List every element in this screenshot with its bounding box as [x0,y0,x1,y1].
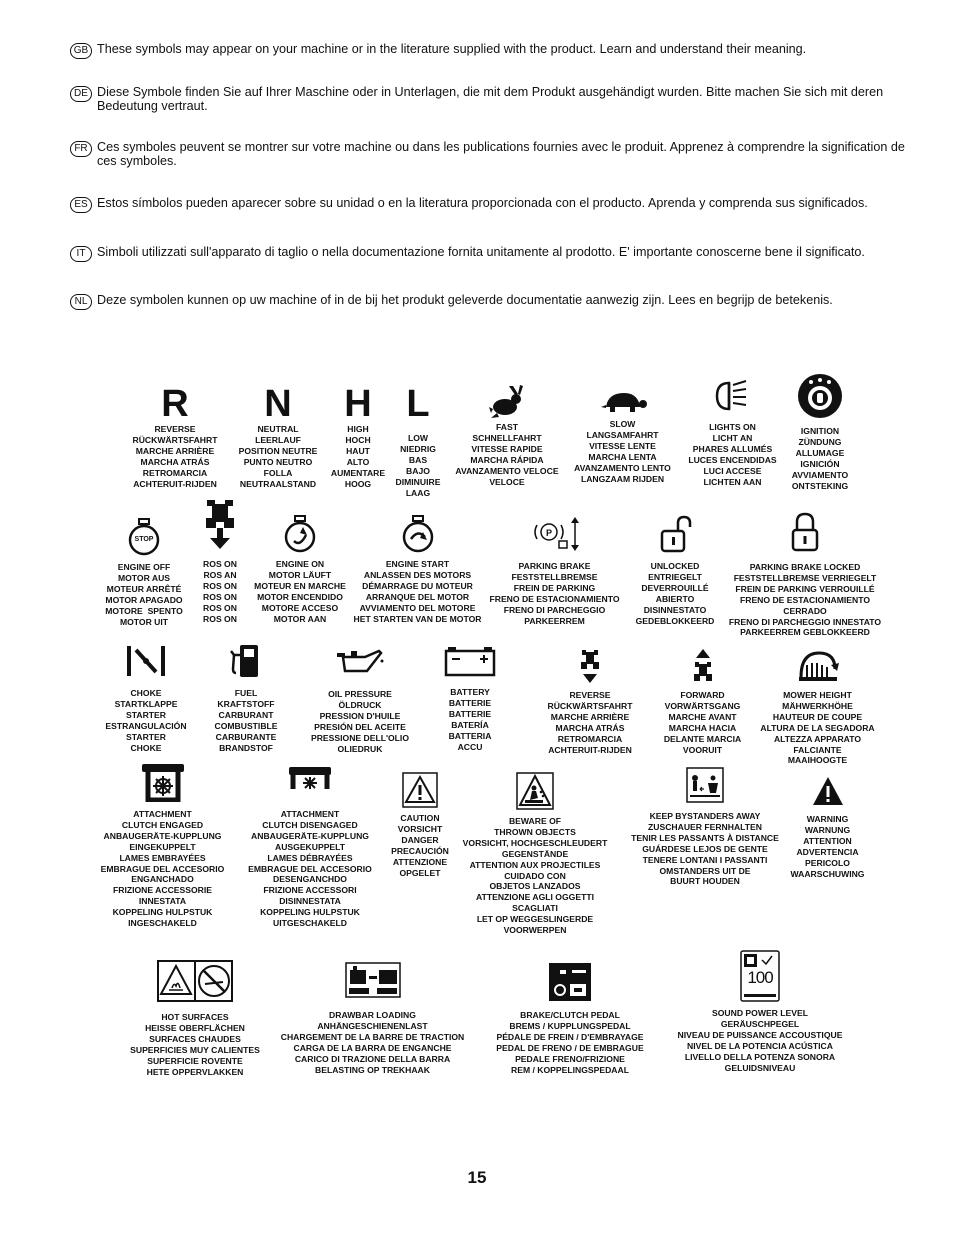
attachment-engaged-label: ATTACHMENT CLUTCH ENGAGED ANBAUGERÄTE-KUPPLUNG EINGEKUPPELT LAMES EMBRAYÉES EMBRAGUE DEL ACCESORIO ENGANCHADO FRIZIONE ACCESSORIE INNESTATA KOPPELING HULPSTUK INGESCHAKELD [100,809,225,929]
symbol-parking-brake [482,515,627,626]
engine-on-icon [283,515,317,553]
attachment-disengaged-label: ATTACHMENT CLUTCH DISENGAGED ANBAUGERÄTE-KUPPLUNG AUSGEKUPPELT LAMES DÉBRAYÉES EMBRAGUE DEL ACCESORIO DESENGANCHDO FRIZIONE ACCESSORI DISINNESTATA KOPPELING HULPSTUK UITGESCHAKELD [248,809,372,929]
thrown-objects-label: BEWARE OF THROWN OBJECTS VORSICHT, HOCHGESCHLEUDERT GEGENSTÄNDE ATTENTION AUX PROJECTILES CUIDADO CON OBJETOS LANZADOS ATTENZIONE AGLI OGGETTI SCAGLIATI LET OP WEGGESLINGERDE VOORWERPEN [462,816,608,936]
thrown-objects-icon [516,772,554,810]
symbol-brake-clutch-pedal [480,962,660,1075]
caution-label: CAUTION VORSICHT DANGER PRECAUCIÓN ATTENZIONE OPGELET [391,813,449,878]
intro-text: Estos símbolos pueden aparecer sobre su unidad o en la literatura proporcionada con el producto. Aprenda y comprenda sus significados. [97,196,868,210]
mower-height-icon [797,645,839,685]
sound-power-icon [740,950,780,1002]
engine-on-label: ENGINE ON MOTOR LÄUFT MOTEUR EN MARCHE MOTOR ENCENDIDO MOTORE ACCESO MOTOR AAN [254,559,346,624]
symbol-mower-height [755,645,880,766]
mower-reverse-icon [203,498,237,550]
bystanders-icon [686,767,724,803]
clutch-engaged-icon [140,762,186,802]
symbol-choke [100,645,192,753]
engine-start-icon [401,515,435,553]
symbol-low [388,385,448,498]
warning-icon [811,775,845,809]
symbol-warning [780,775,875,879]
bystanders-label: KEEP BYSTANDERS AWAY ZUSCHAUER FERNHALTEN TENIR LES PASSANTS À DISTANCE GUÁRDESE LEJOS DE GENTE TENERE LONTANI I PASSANTI OMSTANDERS UIT DE BUURT HOUDEN [631,811,779,887]
fuel-pump-icon [228,643,264,679]
symbol-high [328,385,388,489]
locked-icon [790,512,820,552]
choke-label: CHOKE STARTKLAPPE STARTER ESTRANGULACIÓN STARTER CHOKE [105,688,187,753]
pedal-icon [548,962,592,1002]
fuel-label: FUEL KRAFTSTOFF CARBURANT COMBUSTIBLE CARBURANTE BRANDSTOF [214,688,278,753]
ignition-label: IGNITION ZÜNDUNG ALLUMAGE IGNICIÓN AVVIAMENTO ONTSTEKING [791,426,849,491]
symbol-battery [425,645,515,752]
hot-surfaces-icon [157,960,233,1002]
symbol-forward [655,648,750,755]
symbol-bystanders [620,767,790,887]
symbol-attachment-engaged [90,762,235,929]
symbol-hot-surfaces [120,960,270,1077]
sound-level-value: 100 [747,968,773,987]
intro-text: Simboli utilizzati sull'apparato di taglio o nella documentazione fornita unitamente al prodotto. E' importante conoscerne bene il significato. [97,245,865,259]
symbol-sound-power [665,950,855,1073]
low-letter: L [406,383,430,425]
symbol-unlocked [625,515,725,626]
drawbar-label: DRAWBAR LOADING ANHÄNGESCHIENENLAST CHARGEMENT DE LA BARRE DE TRACTION CARGA DE LA BARRA DE ENGANCHE CARICO DI TRAZIONE DELLA BARRA BELASTING OP TREKHAAK [280,1010,465,1075]
reverse-arrow-icon [580,648,600,684]
page-number: 15 [467,1168,487,1187]
symbol-engine-start [345,515,490,624]
drawbar-icon [345,962,401,998]
high-label: HIGH HOCH HAUT ALTO AUMENTARE HOOG [330,424,386,489]
reverse-letter: R [161,383,189,425]
symbol-neutral [228,385,328,489]
ros-on-label: ROS ON ROS AN ROS ON ROS ON ROS ON ROS ON [203,559,237,624]
fast-label: FAST SCHNELLFAHRT VITESSE RAPIDE MARCHA RÁPIDA AVANZAMENTO VELOCE VELOCE [455,422,559,487]
intro-text: Ces symboles peuvent se montrer sur votre machine ou dans les publications fournies avec le produit. Apprenez à comprendre la signification de ces symboles. [97,140,905,168]
symbol-thrown-objects [455,772,615,936]
unlocked-label: UNLOCKED ENTRIEGELT DEVERROUILLÉ ABIERTO DISINNESTATO GEDEBLOKKEERD [635,561,715,626]
symbol-engine-on [245,515,355,624]
battery-icon [444,645,496,677]
svg-text:P: P [545,528,552,538]
neutral-letter: N [264,383,292,425]
lang-badge: DE [70,86,92,102]
ignition-icon [796,372,844,420]
caution-icon [402,772,438,808]
rabbit-icon [487,385,527,419]
symbol-oil-pressure [300,647,420,754]
headlight-icon [713,375,753,417]
symbol-fast [447,385,567,487]
neutral-label: NEUTRAL LEERLAUF POSITION NEUTRE PUNTO NEUTRO FOLLA NEUTRAALSTAND [238,424,318,489]
reverse-label: REVERSE RÜCKWÄRTSFAHRT MARCHE ARRIÈRE MARCHA ATRÁS RETROMARCIA ACHTERUIT-RIJDEN [132,424,218,489]
battery-label: BATTERY BATTERIE BATTERIE BATERÍA BATTERIA ACCU [448,687,492,752]
forward-label: FORWARD VORWÄRTSGANG MARCHE AVANT MARCHA HACIA DELANTE MARCIA VOORUIT [663,690,742,755]
pedal-label: BRAKE/CLUTCH PEDAL BREMS / KUPPLUNGSPEDAL PÉDALE DE FREIN / D'EMBRAYAGE PEDAL DE FRENO / DE EMBRAGUE PEDALE FRENO/FRIZIONE REM / KOPPELINGSPEDAAL [496,1010,644,1075]
symbol-fuel [200,643,292,753]
symbol-ros-on [195,498,245,624]
symbol-reverse-2 [540,648,640,755]
symbol-attachment-disengaged [240,765,380,929]
high-letter: H [344,383,372,425]
hot-surfaces-label: HOT SURFACES HEISSE OBERFLÄCHEN SURFACES CHAUDES SUPERFICIES MUY CALIENTES SUPERFICIE ROVENTE HETE OPPERVLAKKEN [130,1012,260,1077]
symbol-reverse [125,385,225,489]
lang-badge: NL [70,294,92,310]
engine-off-label: ENGINE OFF MOTOR AUS MOTEUR ARRÊTÉ MOTOR APAGADO MOTORE SPENTO MOTOR UIT [105,562,183,627]
mower-height-label: MOWER HEIGHT MÄHWERKHÖHE HAUTEUR DE COUPE ALTURA DE LA SEGADORA ALTEZZA APPARATO FALCIANTE MAAIHOOGTE [760,690,875,766]
brake-locked-label: PARKING BRAKE LOCKED FESTSTELLBREMSE VERRIEGELT FREIN DE PARKING VERROUILLÉ FRENO DE ESTACIONAMIENTO CERRADO FRENO DI PARCHEGGIO INNESTATO PARKEERREM GEBLOKKEERD [728,562,882,638]
engine-stop-icon [127,518,161,556]
intro-text: Diese Symbole finden Sie auf Ihrer Maschine oder in Unterlagen, die mit dem Produkt ausgehändigt wurden. Bitte machen Sie sich mit deren Bedeutung vertraut. [97,85,884,113]
warning-label: WARNING WARNUNG ATTENTION ADVERTENCIA PERICOLO WAARSCHUWING [790,814,865,879]
sound-power-label: SOUND POWER LEVEL GERÄUSCHPEGEL NIVEAU DE PUISSANCE ACCOUSTIQUE NIVEL DE LA POTENCIA ACÚSTICA LIVELLO DELLA POTENZA SONORA GELUIDSNIVEAU [677,1008,843,1073]
symbol-caution [383,772,457,878]
symbol-brake-locked [720,512,890,638]
unlocked-icon [658,515,692,553]
lang-badge: GB [70,43,92,59]
choke-icon [125,645,167,677]
parking-brake-label: PARKING BRAKE FESTSTELLBREMSE FREIN DE PARKING FRENO DE ESTACIONAMIENTO FRENO DI PARCHEGGIO PARKEERREM [489,561,620,626]
oil-can-icon [335,647,385,675]
low-label: LOW NIEDRIG BAS BAJO DIMINUIRE LAAG [395,433,441,498]
engine-start-label: ENGINE START ANLASSEN DES MOTORS DÉMARRAGE DU MOTEUR ARRANQUE DEL MOTOR AVVIAMENTO DEL MOTORE HET STARTEN VAN DE MOTOR [353,559,482,624]
parking-brake-icon [527,515,583,553]
reverse-2-label: REVERSE RÜCKWÄRTSFAHRT MARCHE ARRIÈRE MARCHA ATRÁS RETROMARCIA ACHTERUIT-RIJDEN [547,690,633,755]
symbol-engine-off [98,518,190,627]
forward-arrow-icon [693,648,713,684]
lang-badge: IT [70,246,92,262]
lang-badge: ES [70,197,92,213]
symbol-drawbar [270,962,475,1075]
clutch-disengaged-icon [287,765,333,791]
symbol-ignition [770,372,870,491]
turtle-icon [598,385,648,415]
lang-badge: FR [70,141,92,157]
intro-text: These symbols may appear on your machine or in the literature supplied with the product. Learn and understand their meaning. [97,42,807,56]
slow-label: SLOW LANGSAMFAHRT VITESSE LENTE MARCHA LENTA AVANZAMENTO LENTO LANGZAAM RIJDEN [574,419,671,484]
oil-pressure-label: OIL PRESSURE ÖLDRUCK PRESSION D'HUILE PRESIÓN DEL ACEITE PRESSIONE DELL'OLIO OLIEDRUK [310,689,410,754]
intro-text: Deze symbolen kunnen op uw machine of in de bij het produkt geleverde documentatie aanwezig zijn. Lees en begrijp de betekenis. [97,293,833,307]
lights-label: LIGHTS ON LICHT AN PHARES ALLUMÉS LUCES ENCENDIDAS LUCI ACCESE LICHTEN AAN [688,422,777,487]
symbol-slow [565,385,680,484]
stop-text: STOP [134,536,154,543]
